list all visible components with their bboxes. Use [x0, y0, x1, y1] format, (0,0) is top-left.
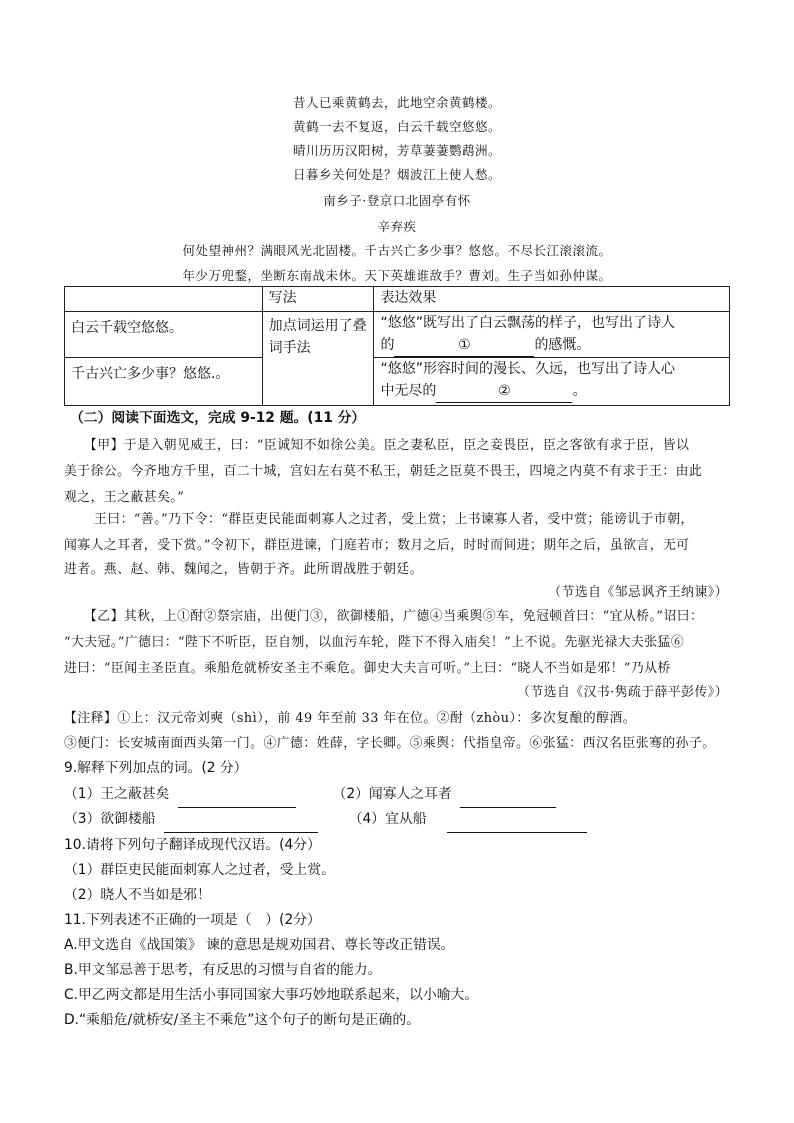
- blank-1[interactable]: ①: [394, 334, 534, 357]
- q9-item: （3）欲御楼船: [64, 811, 156, 827]
- analysis-table: [64, 286, 730, 406]
- yi-line: 【乙】其秋，上①酎②祭宗庙，出便门③，欲御楼船，广德④当乘舆⑤车，免冠顿首曰：“宜从桥。”诏曰：: [84, 609, 704, 624]
- table-method: 加点词运用了叠词手法: [262, 312, 374, 406]
- jia-line: 观之，王之蔽甚矣。”: [64, 490, 185, 505]
- text: 中无尽的: [380, 383, 437, 399]
- table-row2-line: 千古兴亡多少事？悠悠.。: [65, 358, 263, 406]
- jia-line: 进者。燕、赵、韩、魏闻之，皆朝于齐。此所谓战胜于朝廷。: [64, 562, 424, 577]
- poem-line: 晴川历历汉阳树，芳草萋萋鹦鹉洲。: [292, 143, 501, 158]
- text: 的感慨。: [534, 337, 591, 353]
- poem-line: 昔人已乘黄鹤去，此地空余黄鹤楼。: [292, 95, 501, 110]
- q11-option-c: C.甲乙两文都是用生活小事同国家大事巧妙地联系起来，以小喻大。: [64, 987, 479, 1003]
- q9-item: （1）王之蔽甚矣: [64, 786, 170, 802]
- q10-item: （2）晓人不当如是邪！: [64, 887, 211, 903]
- table-row1-effect: [374, 312, 730, 358]
- text: 。: [572, 383, 587, 399]
- notes-line: ③便门：长安城南面西头第一门。④广德：姓薛，字长卿。⑤乘舆：代指皇帝。⑥张猛：西汉名臣张骞的孙子。: [64, 736, 716, 751]
- yi-line: “大夫冠。”广德曰：“陛下不听臣，臣自刎，以血污车轮，陛下不得入庙矣！”上不说。先驱光禄大夫张猛⑥: [64, 635, 685, 650]
- jia-line: 闻寡人之耳者，受下赏。”令初下，群臣进谏，门庭若市；数月之后，时时而间进；期年之后，虽欲言，无可: [64, 538, 690, 553]
- q11-option-a: A.甲文选自《战国策》 谏的意思是规劝国君、尊长等改正错误。: [64, 937, 455, 953]
- poem-line: 日暮乡关何处是？烟波江上使人愁。: [292, 167, 501, 182]
- jia-line: 【甲】于是入朝见威王，曰：“臣诚知不如徐公美。臣之妻私臣，臣之妾畏臣，臣之客欲有求于臣，皆以: [84, 438, 690, 453]
- table-row1-effect-a: “悠悠”既写出了白云飘荡的样子，也写出了诗人: [380, 315, 675, 331]
- table-row1-line: 白云千载空悠悠。: [65, 312, 263, 358]
- section-heading: （二）阅读下面选文，完成 9-12 题。(11 分）: [70, 410, 366, 426]
- q9-row: [64, 806, 734, 833]
- notes-line: 【注释】①上：汉元帝刘奭（shì），前 49 年至前 33 年在位。②酎（zhòu）：多次复酿的醇酒。: [64, 711, 637, 726]
- jia-line: 美于徐公。今齐地方千里，百二十城，宫妇左右莫不私王，朝廷之臣莫不畏王，四境之内莫不有求于王：由此: [64, 464, 703, 479]
- jia-source: （节选自《邹忌讽齐王纳谏》）: [548, 585, 728, 600]
- poem2-line: 何处望神州？满眼风光北固楼。千古兴亡多少事？悠悠。不尽长江滚滚流。: [182, 243, 612, 258]
- text: 的: [380, 337, 395, 353]
- poem2-title: 南乡子·登京口北固亭有怀: [323, 193, 471, 208]
- poem2-line: 年少万兜鍪，坐断东南战未休。天下英雄谁敌手？曹刘。生子当如孙仲谋。: [182, 268, 612, 283]
- q11-option-d: D.“乘船危/就桥安/圣主不乘危”这个句子的断句是正确的。: [64, 1012, 420, 1028]
- jia-line: 王曰：“善。”乃下令：“群臣吏民能面刺寡人之过者，受上赏；上书谏寡人者，受中赏；能谤讥于市朝，: [94, 512, 694, 527]
- poem-line: 黄鹤一去不复返，白云千载空悠悠。: [292, 119, 501, 134]
- table-header-effect: 表达效果: [374, 287, 730, 312]
- table-row2-effect: [374, 358, 730, 406]
- blank-2[interactable]: ②: [436, 380, 572, 403]
- yi-line: 进曰：“臣闻主圣臣直。乘船危就桥安圣主不乘危。御史大夫言可听。”上曰：“晓人不当如是邪！”乃从桥: [64, 661, 671, 676]
- poem2-author: 辛弃疾: [377, 219, 417, 234]
- q9-answer-2[interactable]: [460, 781, 556, 808]
- q10-item: （1）群臣吏民能面刺寡人之过者，受上赏。: [64, 862, 335, 878]
- q11-title: 11.下列表述不正确的一项是（ ）(2分）: [64, 912, 321, 928]
- table-row2-effect-b: [380, 380, 729, 403]
- q9-item: （2）闻寡人之耳者: [332, 786, 452, 802]
- q9-row: [64, 781, 734, 808]
- q9-item: （4）宜从船: [348, 811, 427, 827]
- q10-title: 10.请将下列句子翻译成现代汉语。(4分）: [64, 837, 321, 853]
- table-row1-effect-b: [380, 334, 729, 357]
- yi-source: （节选自《汉书·隽疏于薛平彭传》）: [517, 685, 728, 700]
- q9-answer-3[interactable]: [164, 806, 318, 833]
- table-row2-effect-a: “悠悠”形容时间的漫长、久远，也写出了诗人心: [380, 361, 675, 377]
- q11-option-b: B.甲文邹忌善于思考，有反思的习惯与自省的能力。: [64, 962, 382, 978]
- q9-answer-4[interactable]: [447, 806, 587, 833]
- table-header-method: 写法: [262, 287, 374, 312]
- q9-answer-1[interactable]: [178, 781, 296, 808]
- q9-title: 9.解释下列加点的词。(2 分）: [64, 760, 248, 776]
- table-header-empty: [65, 287, 263, 312]
